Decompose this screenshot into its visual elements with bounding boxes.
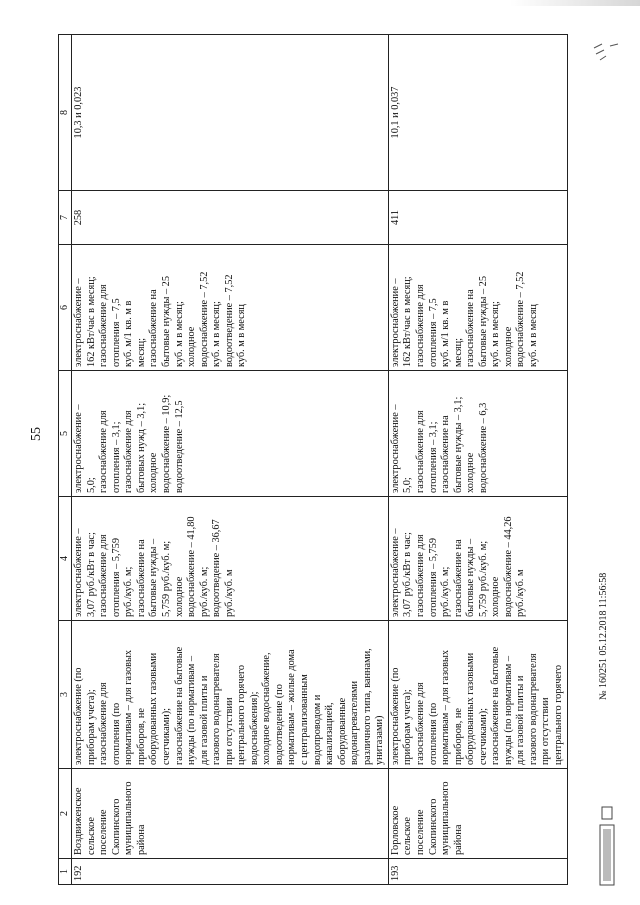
cell-line: 3,07 руб./кВт в час; (402, 532, 414, 617)
cell-line: электроснабжение – (389, 528, 401, 617)
cell-line: оборудованных газовыми (465, 652, 477, 765)
volumes-cell (388, 371, 567, 497)
cell-line: района (452, 824, 464, 855)
cell-line: 3,07 руб./кВт в час; (85, 532, 97, 617)
cell-line: приборам учета); (402, 689, 414, 765)
cell-line: бытовые нужды – 25 (161, 276, 173, 367)
cell-line: руб./куб. м; (198, 566, 210, 617)
cell-line: Воздвиженское (73, 787, 85, 855)
col-header: 7 (59, 191, 72, 245)
cell-line: водоотведение – 7,52 (223, 274, 235, 367)
cell-line: бытовые нужды – (148, 538, 160, 617)
cell-line: газоснабжение для (98, 284, 110, 367)
cell-line: водоснабжения); (248, 691, 260, 765)
cell-line: поселение (414, 809, 426, 855)
cell-line: бытовые нужды – 3,1; (452, 396, 464, 493)
services-cell (72, 621, 389, 769)
cell-line: отопления – 5,759 (427, 538, 439, 617)
table-row (72, 35, 389, 885)
cell-line: газоснабжение для (98, 534, 110, 617)
cell-line: газоснабжение на (148, 289, 160, 367)
cell-line: руб./куб. м; (123, 566, 135, 617)
cell-line: куб. м в месяц; (211, 301, 223, 367)
table-row (388, 35, 567, 885)
rotated-table-wrapper (58, 35, 623, 885)
registry-stamp (592, 715, 622, 895)
cell-line: электроснабжение – (73, 278, 85, 367)
cell-line: электроснабжение (по (73, 667, 85, 765)
cell-line: счетчиками); (477, 707, 489, 765)
cell-line: газоснабжение для (414, 284, 426, 367)
cell-line: сельское (402, 817, 414, 855)
cell-line: с централизованным (299, 674, 311, 765)
cell-line: бытовые нужды – 25 (477, 276, 489, 367)
col-header: 3 (59, 621, 72, 769)
cell-line: Горловское (389, 805, 401, 855)
cell-line: 5,759 руб./куб. м; (477, 540, 489, 617)
col-header: 8 (59, 35, 72, 191)
cell-line: месяц; (135, 337, 147, 367)
cell-line: оборудованных газовыми (148, 652, 160, 765)
cell-line: холодное (465, 452, 477, 493)
cell-line: отопления – 7,5 (427, 298, 439, 367)
cell-line: приборов, не (135, 708, 147, 765)
cell-line: куб. м в месяц (236, 304, 248, 367)
cell-line: канализацией, (324, 702, 336, 765)
cell-line: водонагревателями (349, 680, 361, 765)
cell-line: водоотведение – 36,67 (211, 519, 223, 617)
cell-line: при отсутствии (540, 697, 552, 765)
value-cell: 10,3 и 0,023 (72, 35, 389, 191)
col-header: 4 (59, 497, 72, 621)
cell-line: газоснабжение на (440, 415, 452, 493)
cell-line: газоснабжение на (135, 539, 147, 617)
cell-line: месяц; (452, 337, 464, 367)
cell-line: Скопинского (427, 798, 439, 855)
cell-line: холодное (148, 452, 160, 493)
cell-line: 162 кВт/час в месяц; (85, 276, 97, 367)
cell-line: газоснабжение для (414, 534, 426, 617)
col-header: 5 (59, 371, 72, 497)
cell-line: отопления – 7,5 (110, 298, 122, 367)
cell-line: нормативам – для газовых (440, 649, 452, 765)
cell-line: куб. м в месяц (527, 304, 539, 367)
cell-line: 5,759 руб./куб. м; (161, 540, 173, 617)
cell-line: куб. м в месяц; (173, 301, 185, 367)
cell-line: сельское (85, 817, 97, 855)
cell-line: куб. м в месяц; (490, 301, 502, 367)
cell-line: при отсутствии (223, 697, 235, 765)
cell-line: отопления – 3,1; (427, 421, 439, 493)
cell-line: водоснабжение – 44,26 (502, 516, 514, 617)
municipality-cell (72, 769, 389, 859)
cell-line: куб. м/1 кв. м в (123, 300, 135, 367)
services-cell (388, 621, 567, 769)
cell-line: электроснабжение (по (389, 667, 401, 765)
count-cell: 411 (388, 191, 567, 245)
data-table (58, 34, 568, 885)
cell-line: для газовой плиты и (515, 675, 527, 765)
municipality-cell (388, 769, 567, 859)
col-header: 1 (59, 859, 72, 885)
cell-line: холодное (173, 576, 185, 617)
col-header: 6 (59, 245, 72, 371)
cell-line: счетчиками); (161, 707, 173, 765)
cell-line: электроснабжение – (389, 404, 401, 493)
cell-line: района (135, 824, 147, 855)
cell-line: отопления – 3,1; (110, 421, 122, 493)
cell-line: оборудованные (336, 697, 348, 765)
cell-line: водоотведение (по (273, 684, 285, 765)
cell-line: водоснабжение – 10,9; (161, 394, 173, 493)
cell-line: для газовой плиты и (198, 675, 210, 765)
cell-line: водоснабжение – 7,52 (198, 271, 210, 367)
cell-line: 162 кВт/час в месяц; (402, 276, 414, 367)
page-number: 55 (29, 427, 44, 441)
cell-line: газоснабжение для (414, 682, 426, 765)
tariffs-cell (388, 497, 567, 621)
cell-line: газоснабжение для (414, 410, 426, 493)
header-row (59, 35, 72, 885)
cell-line: приборам учета); (85, 689, 97, 765)
cell-line: унитазами) (374, 715, 386, 765)
cell-line: газоснабжение для (123, 410, 135, 493)
cell-line: холодное (502, 326, 514, 367)
cell-line: газоснабжение для (98, 682, 110, 765)
cell-line: электроснабжение – (73, 528, 85, 617)
handwritten-mark (590, 40, 624, 70)
cell-line: газового водонагревателя (211, 653, 223, 765)
scan-edge (510, 0, 640, 6)
cell-line: водоснабжение – 41,80 (186, 516, 198, 617)
cell-line: Скопинского (110, 798, 122, 855)
cell-line: водоснабжение – 6,3 (477, 402, 489, 493)
cell-line: газоснабжение на (465, 289, 477, 367)
cell-line: отопления – 5,759 (110, 538, 122, 617)
cell-line: водоотведение – 12,5 (173, 400, 185, 493)
cell-line: руб./куб. м; (440, 566, 452, 617)
registration-footer: № 160251 05.12.2018 11:56:58 (598, 572, 609, 700)
cell-line: нужды (по нормативам – (186, 656, 198, 765)
cell-line: газового водонагревателя (527, 653, 539, 765)
cell-line: газоснабжение на бытовые (490, 646, 502, 765)
cell-line: газоснабжение на (452, 539, 464, 617)
count-cell: 258 (72, 191, 389, 245)
cell-line: водоснабжение – 7,52 (515, 271, 527, 367)
cell-line: муниципального (123, 781, 135, 855)
row-number: 192 (72, 859, 389, 885)
cell-line: холодное (186, 326, 198, 367)
cell-line: холодное (490, 576, 502, 617)
cell-line: поселение (98, 809, 110, 855)
cell-line: нормативам – жилые дома (286, 649, 298, 765)
cell-line: центрального горячего (236, 664, 248, 765)
norms-cell (72, 245, 389, 371)
cell-line: различного типа, ваннами, (361, 648, 373, 765)
cell-line: центрального горячего (552, 664, 564, 765)
cell-line: нормативам – для газовых (123, 649, 135, 765)
cell-line: 5,0; (402, 477, 414, 493)
cell-line: 5,0; (85, 477, 97, 493)
cell-line: руб./куб. м (223, 569, 235, 617)
row-number: 193 (388, 859, 567, 885)
cell-line: куб. м/1 кв. м в (440, 300, 452, 367)
cell-line: холодное водоснабжение, (261, 652, 273, 765)
cell-line: нужды (по нормативам – (502, 656, 514, 765)
tariffs-cell (72, 497, 389, 621)
volumes-cell (72, 371, 389, 497)
cell-line: электроснабжение – (389, 278, 401, 367)
cell-line: отопления (по (427, 702, 439, 765)
norms-cell (388, 245, 567, 371)
col-header: 2 (59, 769, 72, 859)
cell-line: бытовые нужды – (465, 538, 477, 617)
cell-line: газоснабжение для (98, 410, 110, 493)
cell-line: водопроводом и (311, 694, 323, 765)
value-cell: 10,1 и 0,037 (388, 35, 567, 191)
cell-line: приборов, не (452, 708, 464, 765)
cell-line: электроснабжение – (73, 404, 85, 493)
cell-line: руб./куб. м (515, 569, 527, 617)
cell-line: газоснабжение на бытовые (173, 646, 185, 765)
cell-line: отопления (по (110, 702, 122, 765)
cell-line: бытовых нужд – 3,1; (135, 402, 147, 493)
cell-line: муниципального (440, 781, 452, 855)
